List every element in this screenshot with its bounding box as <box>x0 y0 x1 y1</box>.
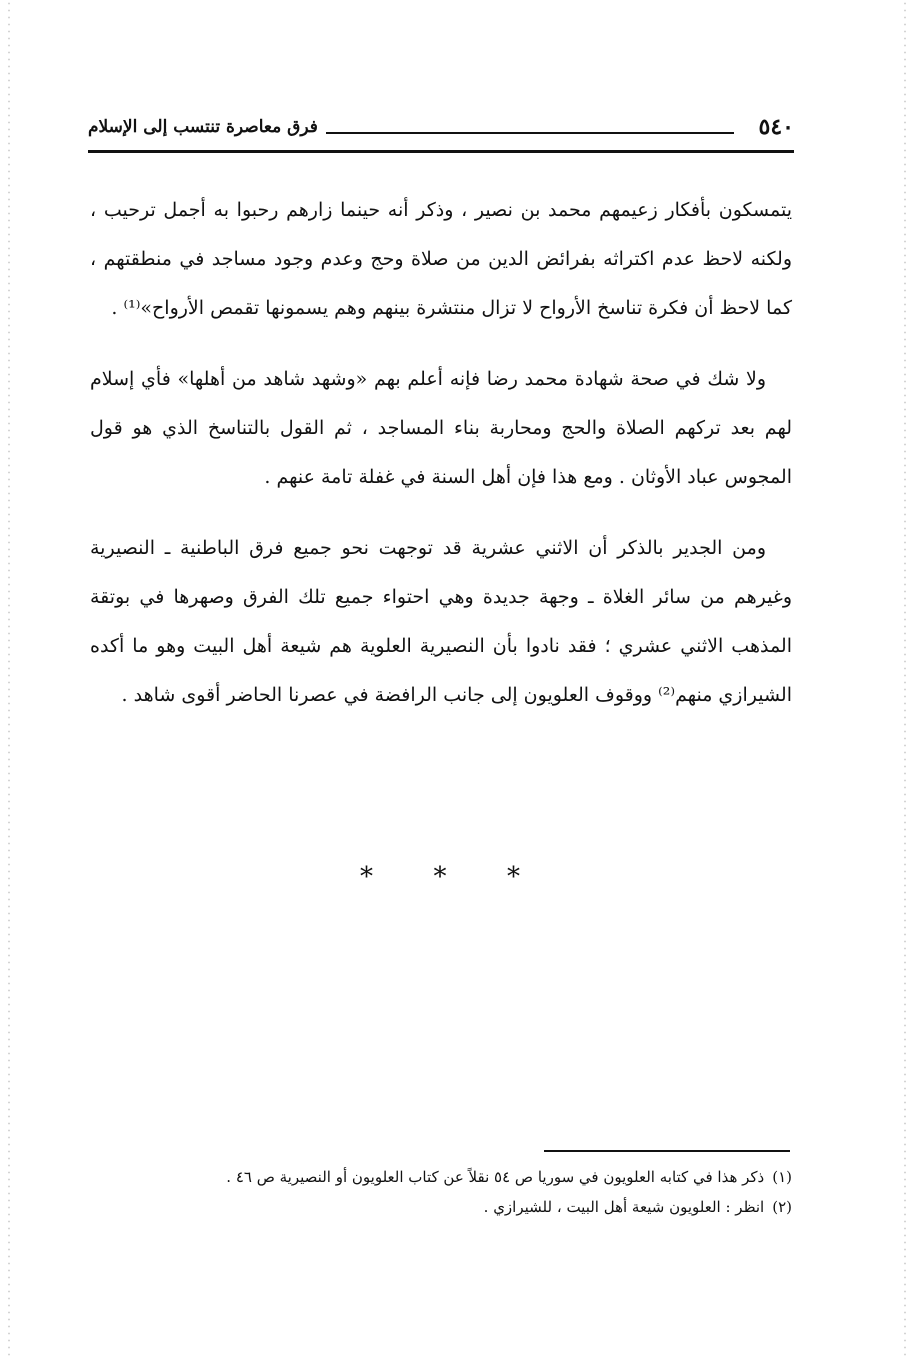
scan-margin-noise-right <box>902 0 908 1357</box>
footnote-marker: (٢) <box>772 1198 792 1216</box>
paragraph-2: ولا شك في صحة شهادة محمد رضا فإنه أعلم بهم «وشهد شاهد من أهلها» فأي إسلام لهم بعد تركهم الصلاة والحج ومحاربة بناء المساجد ، ثم القول بالتناسخ الذي هو قول المجوس عباد الأوثان . ومع هذا فإن أهل السنة في غفلة تامة عنهم . <box>90 368 792 488</box>
header-rule <box>88 150 794 153</box>
paragraph-3: ومن الجدير بالذكر أن الاثني عشرية قد توجهت نحو جميع فرق الباطنية ـ النصيرية وغيرهم من سائر الغلاة ـ وجهة جديدة وهي احتواء جميع تلك الفرق وصهرها في بوتقة المذهب الاثني عشري ؛ فقد نادوا بأن النصيرية العلوية هم شيعة أهل البيت وهو ما أكده الشيرازي منهم⁽²⁾ ووقوف العلويون إلى جانب الرافضة في عصرنا الحاضر أقوى شاهد . <box>90 537 792 706</box>
scan-margin-noise-left <box>6 0 12 1357</box>
footnote-2 <box>92 1192 792 1222</box>
footnote-separator <box>544 1150 790 1152</box>
page-number: ٥٤٠ <box>758 114 794 140</box>
body-text <box>90 186 792 742</box>
section-divider <box>360 862 520 892</box>
divider-asterisk: * <box>507 862 520 892</box>
footnote-marker: (١) <box>772 1168 792 1186</box>
divider-asterisk: * <box>360 862 373 892</box>
header-dash-line <box>326 132 734 134</box>
divider-asterisk: * <box>433 862 447 892</box>
running-title: فرق معاصرة تنتسب إلى الإسلام <box>88 117 318 137</box>
page-header <box>88 112 794 148</box>
footnote-text: انظر : العلويون شيعة أهل البيت ، للشيرازي . <box>483 1198 765 1216</box>
paragraph-1: يتمسكون بأفكار زعيمهم محمد بن نصير ، وذكر أنه حينما زارهم رحبوا به أجمل ترحيب ، ولكنه لاحظ عدم اكتراثه بفرائض الدين من صلاة وحج وعدم وجود مساجد في منطقتهم ، كما لاحظ أن فكرة تناسخ الأرواح لا تزال منتشرة بينهم وهم يسمونها تقمص الأرواح»⁽¹⁾ . <box>90 199 792 319</box>
footnotes <box>92 1162 792 1222</box>
footnote-1 <box>92 1162 792 1192</box>
footnote-text: ذكر هذا في كتابه العلويون في سوريا ص ٥٤ نقلاً عن كتاب العلويون أو النصيرية ص ٤٦ . <box>226 1168 765 1186</box>
